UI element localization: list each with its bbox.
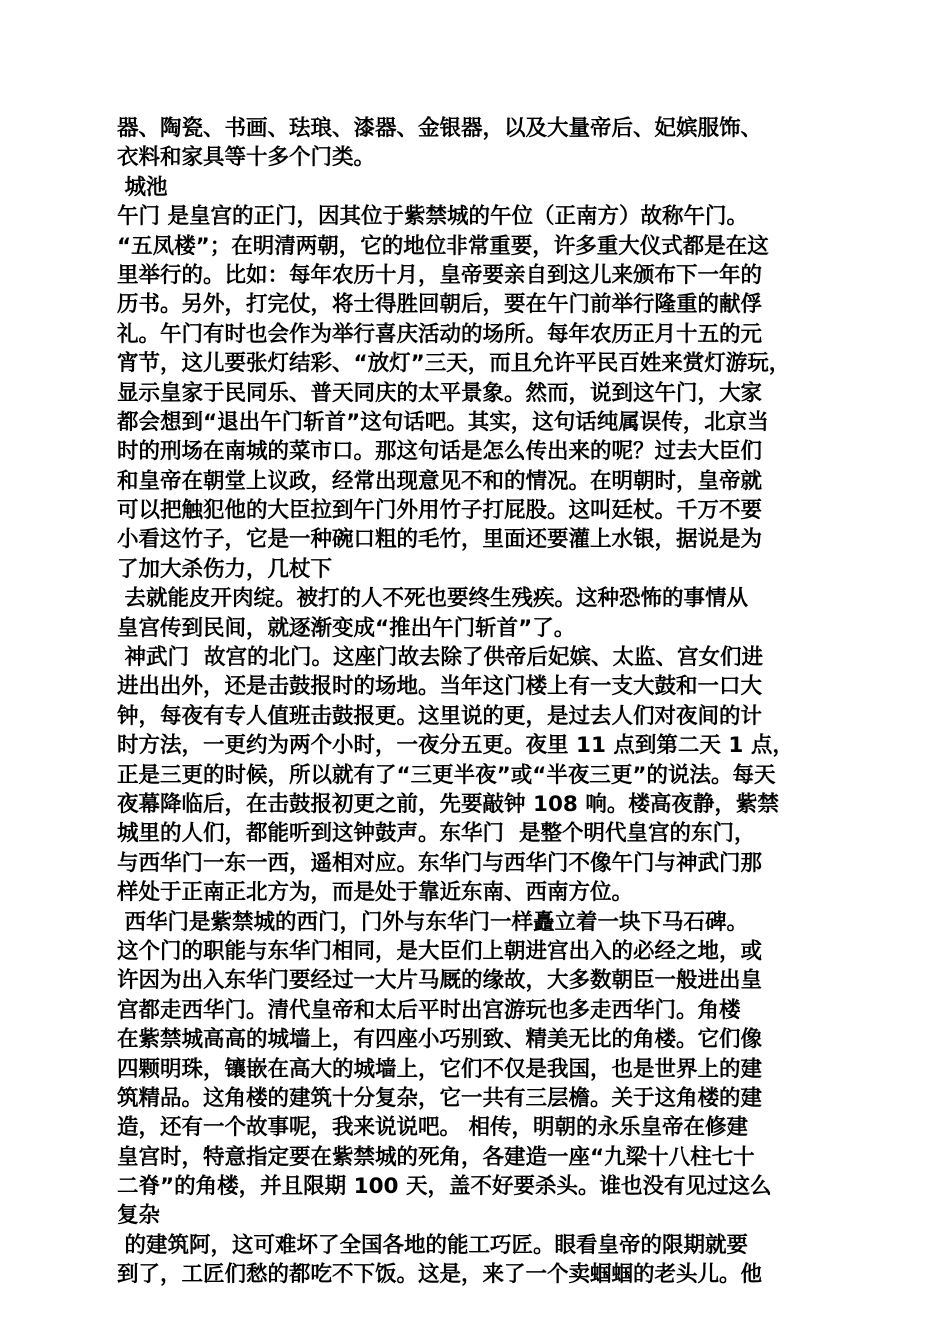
text-line: 城池 — [117, 174, 168, 200]
text-line: “五凤楼”；在明清两朝，它的地位非常重要，许多重大仪式都是在这 — [117, 233, 769, 259]
text-line: 这个门的职能与东华门相同，是大臣们上朝进宫出入的必经之地，或 — [117, 938, 763, 964]
text-line: 复杂 — [117, 1203, 161, 1229]
text-line: 时的刑场在南城的菜市口。那这句话是怎么传出来的呢？过去大臣们 — [117, 439, 763, 465]
text-line: 夜幕降临后，在击鼓报初更之前，先要敲钟 108 响。楼高夜静，紫禁 — [117, 791, 779, 817]
text-line: 二脊”的角楼，并且限期 100 天，盖不好要杀头。谁也没有见过这么 — [117, 1174, 772, 1200]
text-line: 显示皇家于民同乐、普天同庆的太平景象。然而，说到这午门，大家 — [117, 380, 763, 406]
text-line: 城里的人们，都能听到这钟鼓声。东华门 是整个明代皇宫的东门， — [117, 821, 756, 847]
text-line: 进出出外，还是击鼓报时的场地。当年这门楼上有一支大鼓和一口大 — [117, 674, 763, 700]
text-line: 到了，工匠们愁的都吃不下饭。这是，来了一个卖蝈蝈的老头儿。他 — [117, 1262, 763, 1288]
text-line: 正是三更的时候，所以就有了“三更半夜”或“半夜三更”的说法。每天 — [117, 762, 776, 788]
text-line: 样处于正南正北方为，而是处于靠近东南、西南方位。 — [117, 880, 634, 906]
text-line: 里举行的。比如：每年农历十月，皇帝要亲自到这儿来颁布下一年的 — [117, 262, 763, 288]
text-line: 宫都走西华门。清代皇帝和太后平时出宫游玩也多走西华门。角楼 — [117, 997, 741, 1023]
text-line: 在紫禁城高高的城墙上，有四座小巧别致、精美无比的角楼。它们像 — [117, 1027, 763, 1053]
text-line: 皇宫传到民间，就逐渐变成“推出午门斩首”了。 — [117, 615, 576, 641]
text-line: 皇宫时，特意指定要在紫禁城的死角，各建造一座“九梁十八柱七十 — [117, 1144, 755, 1170]
text-line: 都会想到“退出午门斩首”这句话吧。其实，这句话纯属误传，北京当 — [117, 409, 769, 435]
text-line: 午门 是皇宫的正门，因其位于紫禁城的午位（正南方）故称午门。 — [117, 204, 748, 230]
text-line: 西华门是紫禁城的西门，门外与东华门一样矗立着一块下马石碑。 — [117, 909, 748, 935]
text-line: 的建筑阿，这可难坏了全国各地的能工巧匠。眼看皇帝的限期就要 — [117, 1232, 748, 1258]
text-line: 可以把触犯他的大臣拉到午门外用竹子打屁股。这叫廷杖。千万不要 — [117, 498, 763, 524]
text-line: 造，还有一个故事呢，我来说说吧。 相传，明朝的永乐皇帝在修建 — [117, 1115, 748, 1141]
text-line: 器、陶瓷、书画、珐琅、漆器、金银器，以及大量帝后、妃嫔服饰、 — [117, 116, 763, 141]
text-line: 和皇帝在朝堂上议政，经常出现意见不和的情况。在明朝时，皇帝就 — [117, 468, 763, 494]
text-line: 钟，每夜有专人值班击鼓报更。这里说的更，是过去人们对夜间的计 — [117, 703, 763, 729]
text-line: 许因为出入东华门要经过一大片马厩的缘故，大多数朝臣一般进出皇 — [117, 968, 763, 994]
text-line: 四颗明珠，镶嵌在高大的城墙上，它们不仅是我国，也是世界上的建 — [117, 1056, 763, 1082]
text-line: 与西华门一东一西，遥相对应。东华门与西华门不像午门与神武门那 — [117, 850, 763, 876]
text-line: 去就能皮开肉绽。被打的人不死也要终生残疾。这种恐怖的事情从 — [117, 586, 748, 612]
text-line: 小看这竹子，它是一种碗口粗的毛竹，里面还要灌上水银，据说是为 — [117, 527, 763, 553]
text-line: 历书。另外，打完仗，将士得胜回朝后，要在午门前举行隆重的献俘 — [117, 292, 763, 318]
text-line: 筑精品。这角楼的建筑十分复杂，它一共有三层檐。关于这角楼的建 — [117, 1085, 763, 1111]
body-text — [117, 114, 835, 1290]
text-line: 衣料和家具等十多个门类。 — [117, 145, 376, 171]
text-line: 神武门 故宫的北门。这座门故去除了供帝后妃嫔、太监、宫女们进 — [117, 645, 763, 671]
text-line: 宵节，这儿要张灯结彩、“放灯”三天，而且允许平民百姓来赏灯游玩， — [117, 351, 791, 377]
text-line: 时方法，一更约为两个小时，一夜分五更。夜里 11 点到第二天 1 点， — [117, 733, 794, 759]
text-line: 了加大杀伤力，几杖下 — [117, 556, 333, 582]
text-line: 礼。午门有时也会作为举行喜庆活动的场所。每年农历正月十五的元 — [117, 321, 763, 347]
